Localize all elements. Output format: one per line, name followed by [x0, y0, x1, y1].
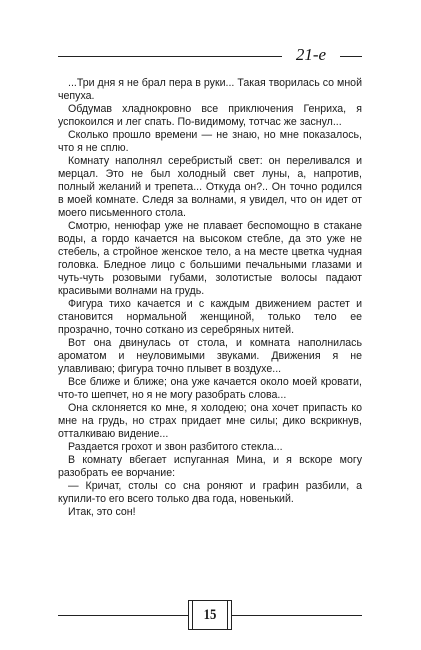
paragraph: Обдумав хладнокровно все приключения Генриха, я успокоился и лег спать. По-видимому, тотчас же заснул...: [58, 103, 362, 128]
paragraph: — Кричат, столы со сна роняют и графин разбили, а купили-то его всего только два года, новенький.: [58, 480, 362, 505]
page-number-frame: [188, 600, 232, 630]
footer-rule-left: [58, 615, 188, 616]
paragraph: В комнату вбегает испуганная Мина, и я вскоре могу разобрать ее ворчание:: [58, 454, 362, 479]
running-head-rule-right: [340, 56, 362, 57]
page-footer: [0, 598, 421, 632]
paragraph: Итак, это сон!: [68, 506, 136, 518]
running-head-rule-left: [58, 56, 282, 57]
paragraph: Все ближе и ближе; она уже качается около моей кровати, что-то шепчет, но я не могу разобрать слова...: [58, 376, 362, 401]
page-number: 15: [203, 607, 217, 623]
paragraph: Комнату наполнял серебристый свет: он переливался и мерцал. Это не был холодный свет луны, а, напротив, полный желаний и трепета... Откуда он?.. Он точно родился в моей комнате. Следя за волнами, я увидел, что он идет от моего письменного стола.: [58, 155, 362, 219]
paragraph: ...Три дня я не брал пера в руки... Такая творилась со мной чепуха.: [58, 77, 362, 102]
footer-rule-right: [232, 615, 362, 616]
running-head: [0, 44, 421, 68]
running-head-title: 21-е: [295, 45, 327, 64]
paragraph: Она склоняется ко мне, я холодею; она хочет припасть ко мне на грудь, но страх придает мне силы; дико вскрикнув, отталкиваю видение...: [58, 402, 362, 440]
paragraph: Фигура тихо качается и с каждым движением растет и становится нормальной женщиной, только тело ее прозрачно, точно соткано из серебряных нитей.: [58, 298, 362, 336]
paragraph: Сколько прошло времени — не знаю, но мне показалось, что я не сплю.: [58, 129, 362, 154]
body-text: [58, 77, 362, 519]
paragraph: Раздается грохот и звон разбитого стекла...: [68, 441, 283, 453]
paragraph: Смотрю, ненюфар уже не плавает беспомощно в стакане воды, а гордо качается на высоком стебле, да это уже не стебель, а стройное женское тело, а на месте цветка чудная головка. Бледное лицо с большими печальными глазами и чуть-чуть розовыми губами, золотистые волосы падают красивыми волнами на грудь.: [58, 220, 362, 297]
paragraph: Вот она двинулась от стола, и комната наполнилась ароматом и неуловимыми звуками. Движения я не улавливаю; фигура точно плывет в воздухе...: [58, 337, 362, 375]
